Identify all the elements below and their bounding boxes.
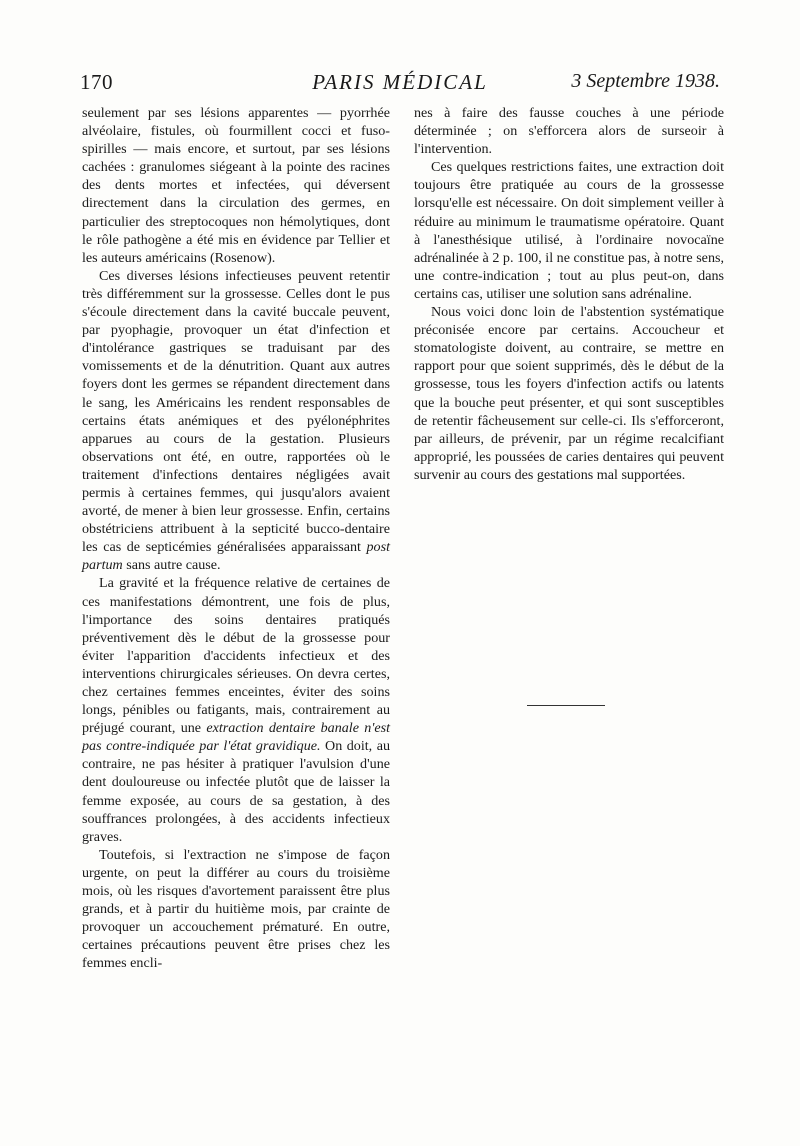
paragraph: [82, 267, 390, 575]
running-header: [80, 70, 720, 100]
right-column: [414, 104, 724, 484]
paragraph: Ces quelques restrictions faites, une extraction doit toujours être pratiquée au cours de la grossesse lorsqu'elle est nécessaire. On doit simplement veiller à réduire au minimum le traumatisme opératoire. Quant à l'anesthésique utilisé, à l'ordinaire novocaïne adrénalinée à 2 p. 100, il ne constitue pas, à notre sens, une contre-indication ; tout au plus peut-on, dans certains cas, utiliser une solution sans adrénaline.: [414, 159, 724, 302]
section-end-rule: [527, 705, 605, 706]
paragraph: Toutefois, si l'extraction ne s'impose de façon urgente, on peut la différer au cours du troisième mois, où les risques d'avortement paraissent être plus grands, et à partir du huitième mois, par crainte de provoquer un accouchement prématuré. En outre, certaines précautions peuvent être prises chez les femmes encli-: [82, 846, 390, 972]
paragraph-text: sans autre cause.: [122, 557, 221, 574]
journal-title: PARIS MÉDICAL: [312, 70, 488, 94]
page-number: 170: [80, 70, 113, 94]
italic-statement: extraction dentaire banale n'est pas contre-indiquée par l'état gravidique.: [82, 720, 391, 755]
paragraph: seulement par ses lésions apparentes — pyorrhée alvéolaire, fistules, où fourmillent cocci et fuso-spirilles — mais encore, et surtout, par ses lésions cachées : granulomes siégeant à la pointe des racines des dents mortes et infectées, qui déversent directement dans la circulation des germes, en particulier des streptocoques non hémolytiques, dont le rôle pathogène a été mis en évidence par Tellier et les auteurs américains (Rosenow).: [82, 105, 390, 266]
paragraph-text: La gravité et la fréquence relative de certaines de ces manifestations démontrent, une fois de plus, l'importance des soins dentaires pratiqués préventivement dès le début de la grossesse pour éviter l'apparition d'accidents infectieux et des interventions chirurgicales sérieuses. On devra certes, chez certaines femmes enceintes, éviter des soins longs, pénibles ou fatigants, mais, contrairement au préjugé courant, une: [82, 575, 390, 737]
left-column: [82, 104, 390, 973]
paragraph: nes à faire des fausse couches à une période déterminée ; on s'efforcera alors de surseoir à l'intervention.: [414, 105, 724, 158]
paragraph: Nous voici donc loin de l'abstention systématique préconisée encore par certains. Accoucheur et stomatologiste doivent, au contraire, se mettre en rapport pour que soient supprimés, dès le début de la grossesse, tous les foyers d'infection actifs ou latents que la bouche peut présenter, et qui sont susceptibles de retentir fâcheusement sur celle-ci. Ils s'efforceront, par ailleurs, de prévenir, par un régime recalcifiant approprié, les poussées de caries dentaires qui peuvent survenir au cours des gestations mal supportées.: [414, 304, 724, 483]
italic-term: post partum: [82, 539, 390, 574]
paragraph-text: On doit, au contraire, ne pas hésiter à pratiquer l'avulsion d'une dent douloureuse ou infectée plutôt que de laisser la femme exposée, au cours de sa gestation, à des souffrances prolongées, à des accidents infectieux graves.: [82, 738, 390, 845]
paragraph-text: Ces diverses lésions infectieuses peuvent retentir très différemment sur la grossesse. Celles dont le pus s'écoule directement dans la cavité buccale peuvent, par pyophagie, provoquer un état d'infection et d'intolérance gastriques se traduisant par des vomissements et de la dénutrition. Quant aux autres foyers dont les germes se répandent directement dans le sang, les Américains les rendent responsables de certains états anémiques et des pyélonéphrites apparues au cours de la gestation. Plusieurs observations ont été, en outre, rapportées où le traitement d'infections dentaires négligées avait permis à certaines femmes, qui jusqu'alors avaient avorté, de mener à bien leur grossesse. Enfin, certains obstétriciens attribuent à la septicité bucco-dentaire les cas de septicémies généralisées apparaissant: [82, 267, 390, 556]
paragraph: [82, 574, 390, 845]
issue-date: 3 Septembre 1938.: [571, 70, 720, 92]
